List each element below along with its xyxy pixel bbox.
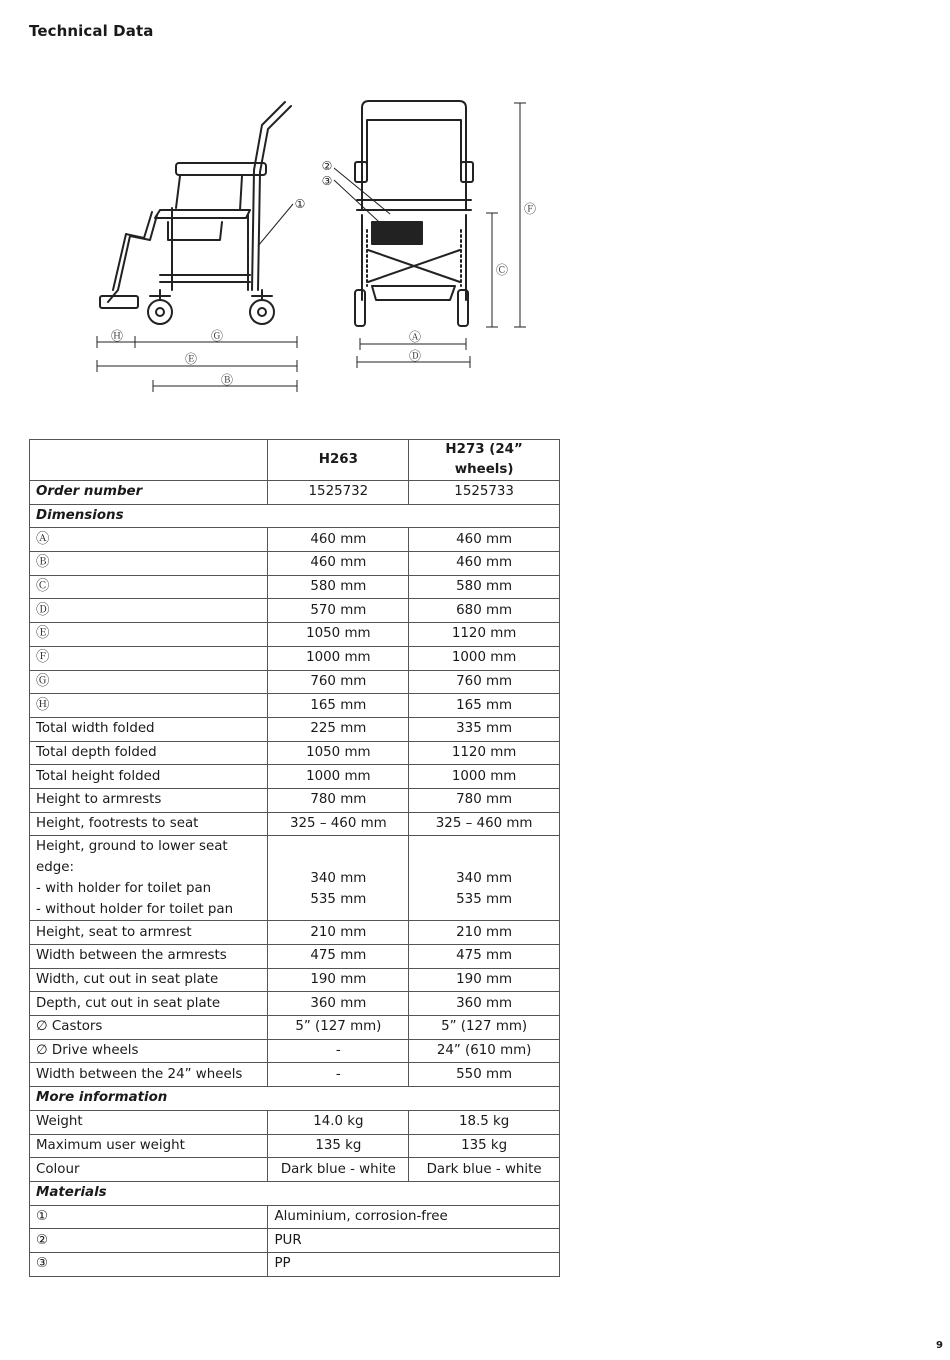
table-row	[30, 1252, 560, 1276]
table-row	[30, 992, 560, 1016]
page-title: Technical Data	[29, 22, 154, 40]
row-value-h263: 14.0 kg	[268, 1110, 409, 1134]
row-value-h273: 5” (127 mm)	[409, 1016, 560, 1040]
row-label: Height to armrests	[30, 788, 268, 812]
row-value-h273: 210 mm	[409, 921, 560, 945]
row-value-h273: 190 mm	[409, 968, 560, 992]
row-label: Total width folded	[30, 717, 268, 741]
table-row	[30, 599, 560, 623]
section-more-information	[30, 1087, 560, 1111]
header-h273: H273 (24” wheels)	[409, 440, 560, 481]
table-row	[30, 921, 560, 945]
row-value-h263: 1050 mm	[268, 623, 409, 647]
row-value-h273: 335 mm	[409, 717, 560, 741]
page-number: 9	[936, 1340, 943, 1351]
row-value-h273: 1000 mm	[409, 765, 560, 789]
row-value-h263: 475 mm	[268, 945, 409, 969]
row-label: Ⓑ	[30, 552, 268, 576]
row-value-h273: 165 mm	[409, 694, 560, 718]
row-label: Weight	[30, 1110, 268, 1134]
row-value-h263: 1050 mm	[268, 741, 409, 765]
row-value-h263: 325 – 460 mm	[268, 812, 409, 836]
row-value-h273: 760 mm	[409, 670, 560, 694]
row-value-h263: 210 mm	[268, 921, 409, 945]
row-label: Width between the 24” wheels	[30, 1063, 268, 1087]
table-row	[30, 1205, 560, 1229]
row-value-h263: -	[268, 1039, 409, 1063]
section-title: Materials	[30, 1181, 560, 1205]
row-sublabel-without-holder: - without holder for toilet pan	[36, 902, 234, 918]
table-row	[30, 528, 560, 552]
row-label: Maximum user weight	[30, 1134, 268, 1158]
row-value-h263: 460 mm	[268, 552, 409, 576]
table-row	[30, 1039, 560, 1063]
row-value-h263: -	[268, 1063, 409, 1087]
row-label: Ⓔ	[30, 623, 268, 647]
dim-label-B: Ⓑ	[220, 373, 234, 387]
row-value-h273: 24” (610 mm)	[409, 1039, 560, 1063]
row-label: Ⓗ	[30, 694, 268, 718]
table-row	[30, 1016, 560, 1040]
table-row	[30, 1134, 560, 1158]
row-value-h273: 780 mm	[409, 788, 560, 812]
row-value-h263: 1000 mm	[268, 765, 409, 789]
dim-label-G: Ⓖ	[210, 329, 224, 343]
callout-2: ②	[321, 159, 333, 173]
material-value: PUR	[268, 1229, 560, 1253]
row-label: Width, cut out in seat plate	[30, 968, 268, 992]
callout-3: ③	[321, 174, 333, 188]
row-value-h273: 460 mm	[409, 552, 560, 576]
row-label: ∅ Castors	[30, 1016, 268, 1040]
dim-label-E: Ⓔ	[184, 352, 198, 366]
header-h263: H263	[268, 440, 409, 481]
row-value-h263: 570 mm	[268, 599, 409, 623]
section-title: Dimensions	[30, 504, 560, 528]
row-value-h263: 135 kg	[268, 1134, 409, 1158]
dim-label-A: Ⓐ	[408, 330, 422, 344]
technical-data-table	[29, 439, 560, 1277]
table-row	[30, 945, 560, 969]
row-label: Height, ground to lower seat edge:	[36, 839, 228, 876]
front-view-chair	[355, 101, 473, 326]
row-label: ∅ Drive wheels	[30, 1039, 268, 1063]
row-value-h273-with: 340 mm	[456, 870, 513, 886]
dim-label-H: Ⓗ	[110, 329, 124, 343]
table-row	[30, 646, 560, 670]
row-value-h263: Dark blue - white	[268, 1158, 409, 1182]
table-row	[30, 694, 560, 718]
order-number-row	[30, 481, 560, 505]
material-marker: ②	[30, 1229, 268, 1253]
row-value-h273: 325 – 460 mm	[409, 812, 560, 836]
section-materials	[30, 1181, 560, 1205]
row-value-h273: 580 mm	[409, 575, 560, 599]
row-label: Total depth folded	[30, 741, 268, 765]
row-value-h273: 1120 mm	[409, 741, 560, 765]
row-value-h263: 580 mm	[268, 575, 409, 599]
section-title: More information	[30, 1087, 560, 1111]
row-value-h273: 460 mm	[409, 528, 560, 552]
row-label: Height, footrests to seat	[30, 812, 268, 836]
row-value-h273: 475 mm	[409, 945, 560, 969]
row-label: Width between the armrests	[30, 945, 268, 969]
table-row	[30, 788, 560, 812]
table-row	[30, 1063, 560, 1087]
row-label: Height, seat to armrest	[30, 921, 268, 945]
table-row	[30, 552, 560, 576]
table-row	[30, 812, 560, 836]
row-value-h263: 190 mm	[268, 968, 409, 992]
material-value: PP	[268, 1252, 560, 1276]
table-row	[30, 741, 560, 765]
table-row-ground-height	[30, 836, 560, 921]
table-header-row	[30, 440, 560, 481]
material-marker: ③	[30, 1252, 268, 1276]
row-value-h263: 1000 mm	[268, 646, 409, 670]
commode-chair-drawing	[0, 0, 950, 420]
row-value-h263: 460 mm	[268, 528, 409, 552]
row-value-h273: 550 mm	[409, 1063, 560, 1087]
row-value-h263: 780 mm	[268, 788, 409, 812]
row-label: Depth, cut out in seat plate	[30, 992, 268, 1016]
row-value-h263: 360 mm	[268, 992, 409, 1016]
row-label: Order number	[30, 481, 268, 505]
table-row	[30, 968, 560, 992]
row-value-h273: Dark blue - white	[409, 1158, 560, 1182]
row-label: Ⓖ	[30, 670, 268, 694]
row-value-h273-without: 535 mm	[456, 891, 513, 907]
row-label: Ⓒ	[30, 575, 268, 599]
row-value-h273: 1000 mm	[409, 646, 560, 670]
row-value-h273: 680 mm	[409, 599, 560, 623]
row-value-h273: 1525733	[409, 481, 560, 505]
material-value: Aluminium, corrosion-free	[268, 1205, 560, 1229]
dim-label-F: Ⓕ	[523, 202, 537, 216]
table-row	[30, 1158, 560, 1182]
side-view-chair	[100, 102, 291, 324]
row-sublabel-with-holder: - with holder for toilet pan	[36, 881, 212, 897]
row-label: Total height folded	[30, 765, 268, 789]
table-row	[30, 1110, 560, 1134]
material-marker: ①	[30, 1205, 268, 1229]
dim-label-D: Ⓓ	[408, 349, 422, 363]
table-row	[30, 623, 560, 647]
table-row	[30, 717, 560, 741]
row-label: Ⓐ	[30, 528, 268, 552]
section-dimensions	[30, 504, 560, 528]
row-value-h263: 165 mm	[268, 694, 409, 718]
row-value-h273: 1120 mm	[409, 623, 560, 647]
table-row	[30, 670, 560, 694]
row-value-h273: 360 mm	[409, 992, 560, 1016]
row-value-h263: 225 mm	[268, 717, 409, 741]
row-value-h263-without: 535 mm	[310, 891, 367, 907]
row-value-h263: 760 mm	[268, 670, 409, 694]
row-value-h263: 5” (127 mm)	[268, 1016, 409, 1040]
row-label: Ⓕ	[30, 646, 268, 670]
row-label: Ⓓ	[30, 599, 268, 623]
header-blank	[30, 440, 268, 481]
dim-label-C: Ⓒ	[495, 263, 509, 277]
row-value-h263-with: 340 mm	[310, 870, 367, 886]
table-row	[30, 575, 560, 599]
row-value-h273: 18.5 kg	[409, 1110, 560, 1134]
row-value-h263: 1525732	[268, 481, 409, 505]
row-label: Colour	[30, 1158, 268, 1182]
table-row	[30, 765, 560, 789]
callout-1: ①	[294, 197, 306, 211]
table-row	[30, 1229, 560, 1253]
row-value-h273: 135 kg	[409, 1134, 560, 1158]
